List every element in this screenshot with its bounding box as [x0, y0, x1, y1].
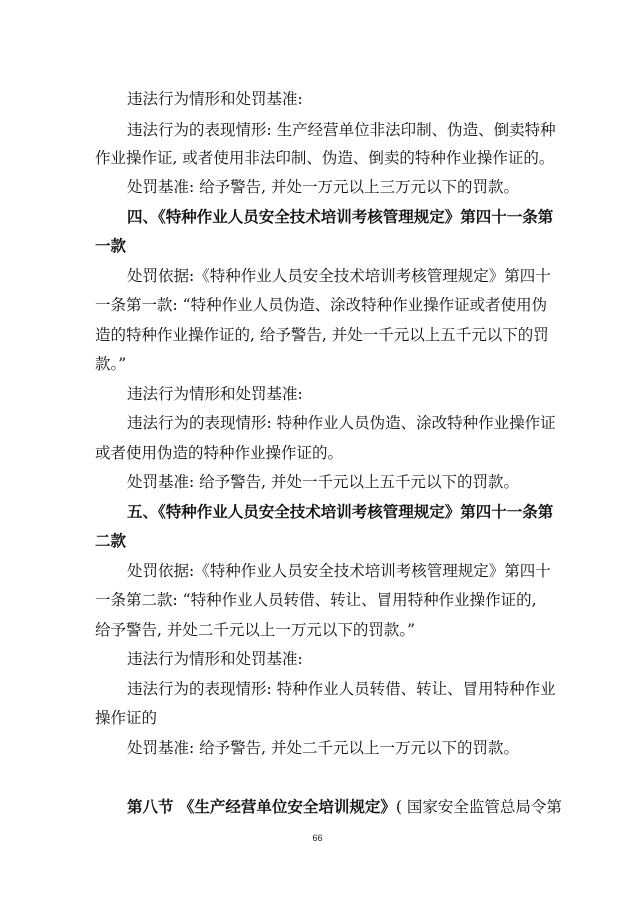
- text-line: 违法行为的表现情形: 特种作业人员伪造、涂改特种作业操作证: [127, 414, 556, 432]
- text-line: 违法行为的表现情形: 生产经营单位非法印制、伪造、倒卖特种: [127, 121, 556, 139]
- text-line: 违法行为的表现情形: 特种作业人员转借、转让、冒用特种作业: [127, 680, 556, 698]
- text-line: 处罚基准: 给予警告, 并处二千元以上一万元以下的罚款。: [127, 739, 520, 757]
- article-heading: 四、《特种作业人员安全技术培训考核管理规定》第四十一条第: [127, 208, 554, 226]
- text-line: 一条第二款: “特种作业人员转借、转让、冒用特种作业操作证的,: [95, 591, 537, 609]
- page-number: 66: [312, 833, 323, 843]
- text-line: 违法行为情形和处罚基准:: [127, 385, 303, 403]
- text-line: 一条第一款: “特种作业人员伪造、涂改特种作业操作证或者使用伪: [95, 296, 548, 314]
- text-line: 违法行为情形和处罚基准:: [127, 650, 303, 668]
- text-line: 或者使用伪造的特种作业操作证的。: [95, 444, 344, 462]
- text-line: 给予警告, 并处二千元以上一万元以下的罚款。”: [95, 621, 416, 639]
- section-heading: [127, 797, 562, 817]
- section-heading-title: 第八节 《生产经营单位安全培训规定》: [127, 798, 396, 816]
- text-line: 操作证的: [95, 709, 158, 727]
- text-line: 处罚依据:《特种作业人员安全技术培训考核管理规定》第四十: [127, 562, 551, 580]
- text-line: 处罚依据:《特种作业人员安全技术培训考核管理规定》第四十: [127, 267, 551, 285]
- article-heading: 五、《特种作业人员安全技术培训考核管理规定》第四十一条第: [127, 503, 554, 521]
- text-line: 处罚基准: 给予警告, 并处一万元以上三万元以下的罚款。: [127, 178, 520, 196]
- text-line: 处罚基准: 给予警告, 并处一千元以上五千元以下的罚款。: [127, 473, 520, 491]
- text-line: 作业操作证, 或者使用非法印制、伪造、倒卖的特种作业操作证的。: [95, 149, 555, 167]
- text-line: 造的特种作业操作证的, 给予警告, 并处一千元以上五千元以下的罚: [95, 326, 549, 344]
- section-heading-tail: ( 国家安全监管总局令第: [395, 798, 562, 816]
- text-line: 款。”: [95, 355, 127, 373]
- article-heading: 一款: [95, 237, 127, 255]
- text-line: 违法行为情形和处罚基准:: [127, 90, 303, 108]
- article-heading: 二款: [95, 532, 127, 550]
